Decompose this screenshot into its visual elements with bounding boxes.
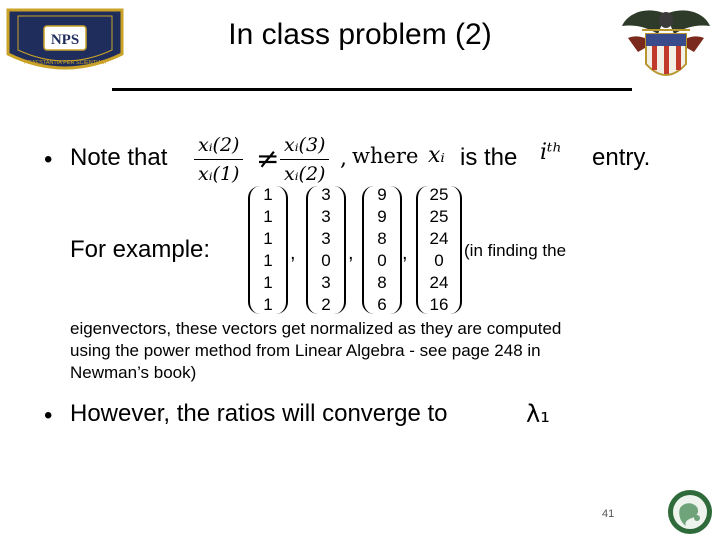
vector-2-entry: 3 bbox=[321, 229, 331, 248]
vector-separator: , bbox=[402, 242, 408, 264]
vector-separator: , bbox=[290, 242, 296, 264]
note-where: where bbox=[352, 144, 419, 168]
vector-3-entry: 9 bbox=[377, 185, 387, 204]
svg-text:NPS: NPS bbox=[50, 32, 80, 48]
vector-1-entry: 1 bbox=[263, 251, 273, 270]
ratio-fraction-2 bbox=[280, 134, 329, 185]
continuation-line: using the power method from Linear Algebra - see page 248 in bbox=[70, 341, 541, 360]
vector-2-entry: 0 bbox=[321, 251, 331, 270]
note-xi: xᵢ bbox=[428, 143, 445, 168]
example-label: For example: bbox=[70, 236, 211, 263]
vector-3-entry: 8 bbox=[377, 273, 387, 292]
vector-1-entry: 1 bbox=[263, 185, 273, 204]
vector-2-entry: 3 bbox=[321, 273, 331, 292]
vector-3-entry: 6 bbox=[377, 295, 387, 314]
vector-4-entry: 16 bbox=[429, 295, 449, 314]
bullet-marker: • bbox=[44, 402, 53, 429]
vector-1 bbox=[248, 186, 288, 314]
vector-4-entry: 24 bbox=[429, 273, 449, 292]
title-underline bbox=[112, 88, 632, 91]
example-continuation bbox=[70, 318, 561, 384]
vector-4-entry: 24 bbox=[429, 229, 449, 248]
note-prefix: Note that bbox=[70, 144, 168, 171]
vector-1-entry: 1 bbox=[263, 207, 273, 226]
note-entry: entry. bbox=[592, 144, 651, 171]
vector-4-entry: 25 bbox=[429, 185, 449, 204]
continuation-line: eigenvectors, these vectors get normalized as they are computed bbox=[70, 319, 562, 338]
ratio-fraction-1 bbox=[194, 134, 243, 185]
vector-3-entry: 0 bbox=[377, 251, 387, 270]
ratio-1-denominator: xᵢ(1) bbox=[198, 163, 240, 185]
continuation-line: Newman’s book) bbox=[70, 363, 197, 382]
globe-icon bbox=[666, 488, 714, 536]
ratio-2-denominator: xᵢ(2) bbox=[284, 163, 326, 185]
ratio-1-numerator: xᵢ(2) bbox=[194, 134, 243, 160]
vector-separator: , bbox=[348, 242, 354, 264]
vector-3 bbox=[362, 186, 402, 314]
bullet-marker: • bbox=[44, 146, 53, 173]
however-text: However, the ratios will converge to bbox=[70, 400, 448, 427]
note-comma: , bbox=[340, 146, 347, 171]
vector-2-entry: 3 bbox=[321, 185, 331, 204]
vector-3-entry: 8 bbox=[377, 229, 387, 248]
vector-3-entry: 9 bbox=[377, 207, 387, 226]
example-paren-note: (in finding the bbox=[464, 241, 567, 260]
vector-1-entry: 1 bbox=[263, 229, 273, 248]
ratio-2-numerator: xᵢ(3) bbox=[280, 134, 329, 160]
lambda-one: λ₁ bbox=[526, 400, 550, 428]
not-equal-sign: ≠ bbox=[256, 142, 280, 175]
vector-4-entry: 25 bbox=[429, 207, 449, 226]
vector-4-entry: 0 bbox=[434, 251, 444, 270]
vector-2 bbox=[306, 186, 346, 314]
vector-2-entry: 2 bbox=[321, 295, 331, 314]
note-is-the: is the bbox=[460, 144, 518, 171]
vector-2-entry: 3 bbox=[321, 207, 331, 226]
slide-title: In class problem (2) bbox=[228, 18, 492, 51]
note-i-th: iᵗʰ bbox=[540, 140, 562, 165]
vector-1-entry: 1 bbox=[263, 295, 273, 314]
svg-text:PRAESTANTIA PER SCIENTIAM: PRAESTANTIA PER SCIENTIAM bbox=[24, 60, 106, 66]
vector-4 bbox=[416, 186, 462, 314]
page-number: 41 bbox=[602, 508, 615, 520]
vector-1-entry: 1 bbox=[263, 273, 273, 292]
